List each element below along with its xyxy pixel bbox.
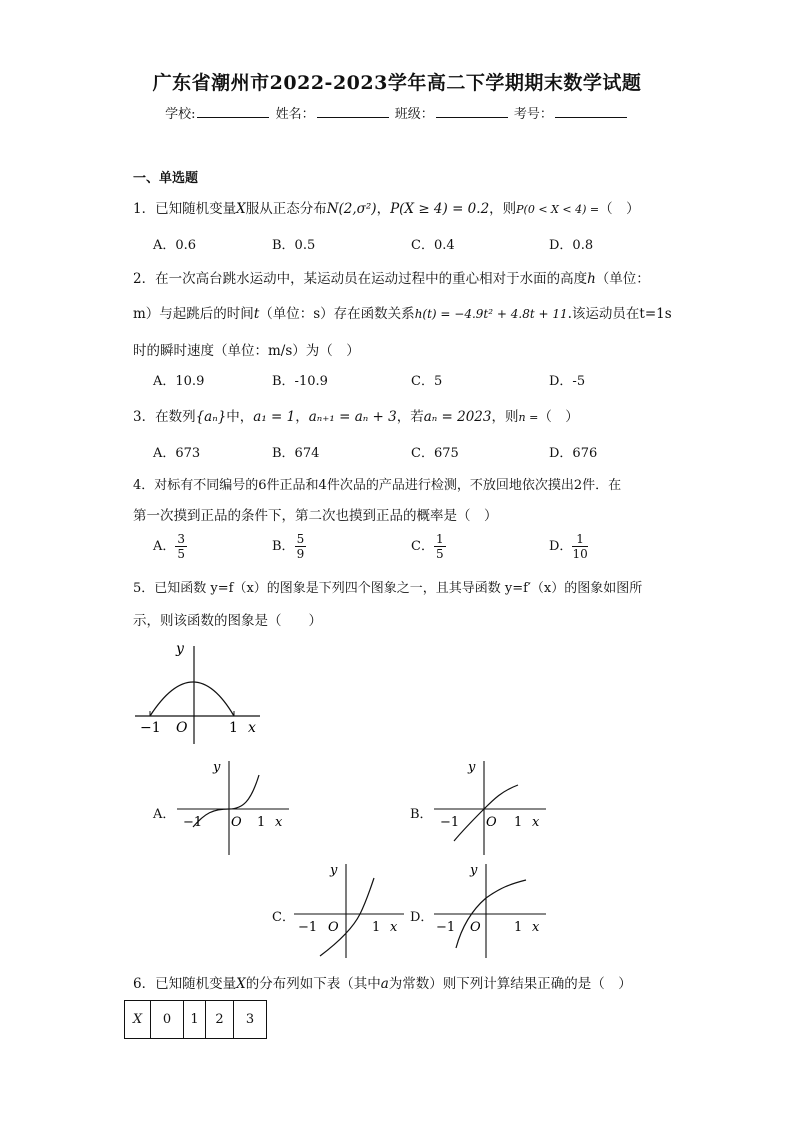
q5-option-b-label[interactable]: B．: [410, 807, 433, 822]
class-blank[interactable]: [436, 105, 508, 118]
q1-ask: P(0 < X < 4) =: [516, 203, 600, 216]
y-label: y: [176, 641, 184, 657]
q3-mid1: 中，: [226, 409, 254, 425]
q5-option-a-label[interactable]: A．: [153, 807, 176, 822]
q5-option-c-graph[interactable]: [290, 860, 410, 960]
q6-text: 6．已知随机变量: [133, 976, 237, 992]
question-2-line2: [133, 302, 672, 322]
origin-label: O: [328, 920, 339, 935]
neg1-label: −1: [298, 920, 318, 935]
q1-paren: （ ）: [599, 201, 640, 217]
q2-option-b[interactable]: B．-10.9: [272, 374, 328, 389]
q4-a-num: 3: [177, 532, 186, 546]
parabola-curve: [150, 682, 234, 716]
q4-a-label: A．: [153, 539, 176, 554]
x-label: x: [390, 920, 398, 935]
q3-a1: a₁ = 1: [253, 409, 296, 425]
q2-text: 2．在一次高台跳水运动中，某运动员在运动过程中的重心相对于水面的高度: [133, 271, 588, 287]
q1-option-c[interactable]: C．0.4: [411, 238, 455, 253]
neg1-label: −1: [440, 815, 460, 830]
q6-suffix: 为常数）则下列计算结果正确的是（ ）: [388, 976, 632, 992]
name-label: 姓名：: [275, 107, 315, 122]
y-label: y: [470, 863, 478, 878]
question-5-line1: 5．已知函数 y=f（x）的图象是下列四个图象之一，且其导函数 y=f′（x）的图象如图所: [133, 581, 643, 596]
q3-ask: n =: [518, 411, 539, 424]
derivative-graph: [130, 638, 270, 750]
q4-option-c[interactable]: [411, 532, 446, 561]
distribution-table: [124, 1000, 267, 1039]
one-label: 1: [514, 815, 523, 830]
exam-title: 广东省潮州市2022-2023学年高二下学期期末数学试题: [152, 72, 642, 94]
q1-text: 1．已知随机变量: [133, 201, 237, 217]
table-cell: 3: [234, 1001, 267, 1039]
x-label: x: [248, 720, 256, 736]
one-label: 1: [514, 920, 523, 935]
q5-option-b-graph[interactable]: [430, 757, 550, 857]
school-blank[interactable]: [197, 105, 269, 118]
q1-option-b[interactable]: B．0.5: [272, 238, 316, 253]
table-cell: 2: [206, 1001, 234, 1039]
q2-text-2a: m）与起跳后的时间: [133, 306, 254, 322]
q1-text-mid: 服从正态分布: [245, 201, 327, 217]
question-6: [133, 972, 632, 992]
q3-paren: （ ）: [538, 409, 579, 425]
q2-text-b: （单位：: [595, 271, 650, 287]
q6-text-mid: 的分布列如下表（其中: [245, 976, 381, 992]
y-label: y: [468, 760, 476, 775]
one-label: 1: [257, 815, 266, 830]
question-4-line2: 第一次摸到正品的条件下，第二次也摸到正品的概率是（ ）: [133, 508, 498, 524]
q4-b-label: B．: [272, 539, 295, 554]
q3-option-d[interactable]: D．676: [549, 446, 598, 461]
q4-a-den: 5: [177, 547, 186, 561]
q1-option-a[interactable]: A．0.6: [153, 238, 197, 253]
q1-option-d[interactable]: D．0.8: [549, 238, 594, 253]
q2-text-2c: .该运动员在: [567, 306, 640, 322]
neg1-label: −1: [183, 815, 203, 830]
q2-t: t: [253, 306, 260, 322]
q4-d-den: 10: [572, 547, 588, 561]
q4-c-fraction: [434, 532, 446, 561]
q2-function: h(t) = −4.9t² + 4.8t + 11: [414, 307, 568, 321]
q6-a: a: [380, 976, 389, 992]
table-cell: 1: [184, 1001, 206, 1039]
number-blank[interactable]: [555, 105, 627, 118]
section-heading: 一、单选题: [133, 171, 199, 186]
neg1-label: −1: [140, 720, 161, 736]
q4-b-den: 9: [296, 547, 305, 561]
q1-ask-prefix: ，则: [489, 201, 517, 217]
question-4-line1: 4．对标有不同编号的6件正品和4件次品的产品进行检测，不放回地依次摸出2件．在: [133, 478, 622, 493]
question-1: 1．已知随机变量X服从正态分布N(2,σ²)，P(X ≥ 4) = 0.2，则P(0 < X < 4) =（ ）: [133, 201, 640, 217]
q5-option-d-label[interactable]: D．: [410, 910, 434, 925]
origin-label: O: [486, 815, 497, 830]
q2-h: h: [587, 271, 596, 287]
curve: [193, 775, 259, 827]
x-label: x: [275, 815, 283, 830]
q4-d-label: D．: [549, 539, 573, 554]
table-cell: X: [125, 1001, 151, 1039]
q3-seq: {aₙ}: [195, 409, 227, 425]
q4-c-label: C．: [411, 539, 434, 554]
q5-option-d-graph[interactable]: [430, 860, 550, 960]
one-label: 1: [372, 920, 381, 935]
curve: [320, 878, 374, 956]
q3-option-a[interactable]: A．673: [153, 446, 201, 461]
one-label: 1: [229, 720, 238, 736]
q4-c-den: 5: [435, 547, 444, 561]
q3-option-b[interactable]: B．674: [272, 446, 320, 461]
q3-sep: ，: [295, 409, 309, 425]
curve: [454, 785, 518, 841]
q2-text-2b: （单位：s）存在函数关系: [259, 306, 415, 322]
x-label: x: [532, 920, 540, 935]
table-cell: 0: [151, 1001, 184, 1039]
q2-time: t=1s: [639, 306, 672, 322]
q4-c-num: 1: [435, 532, 444, 546]
origin-label: O: [231, 815, 242, 830]
q3-recurrence: aₙ₊₁ = aₙ + 3: [308, 409, 397, 425]
name-blank[interactable]: [317, 105, 389, 118]
q3-text: 3．在数列: [133, 409, 196, 425]
q4-option-b[interactable]: [272, 532, 306, 561]
question-2-line3: 时的瞬时速度（单位：m/s）为（ ）: [133, 343, 360, 359]
y-label: y: [213, 760, 221, 775]
q1-cond: P(X ≥ 4) = 0.2: [390, 201, 490, 217]
q4-b-num: 5: [296, 532, 305, 546]
q4-d-fraction: [572, 532, 587, 561]
origin-label: O: [470, 920, 481, 935]
q5-option-a-graph[interactable]: [175, 757, 295, 857]
q6-var: X: [236, 976, 246, 992]
q5-option-c-label[interactable]: C．: [272, 910, 295, 925]
neg1-label: −1: [436, 920, 456, 935]
q3-an: aₙ = 2023: [423, 409, 492, 425]
q2-option-d[interactable]: D．-5: [549, 374, 586, 389]
q4-option-a[interactable]: [153, 532, 187, 561]
student-info-line: [0, 103, 794, 122]
question-2-line1: [133, 267, 650, 287]
q1-dist: N(2,σ²): [326, 201, 377, 217]
q3-mid3: ，则: [491, 409, 519, 425]
origin-label: O: [176, 720, 188, 736]
q4-d-num: 1: [572, 532, 587, 547]
y-label: y: [330, 863, 338, 878]
q4-option-d[interactable]: [549, 532, 588, 561]
question-5-line2: 示，则该函数的图象是（ ）: [133, 613, 322, 629]
class-label: 班级：: [394, 107, 434, 122]
question-3: [133, 405, 579, 425]
q2-option-c[interactable]: C．5: [411, 374, 443, 389]
number-label: 考号：: [513, 107, 553, 122]
school-label: 学校:: [165, 107, 196, 122]
q4-a-fraction: [175, 532, 187, 561]
table-row: [125, 1001, 267, 1039]
q4-b-fraction: [295, 532, 307, 561]
q3-option-c[interactable]: C．675: [411, 446, 459, 461]
q2-option-a[interactable]: A．10.9: [153, 374, 205, 389]
x-label: x: [532, 815, 540, 830]
q1-var: X: [236, 201, 246, 217]
q3-mid2: ，若: [396, 409, 424, 425]
